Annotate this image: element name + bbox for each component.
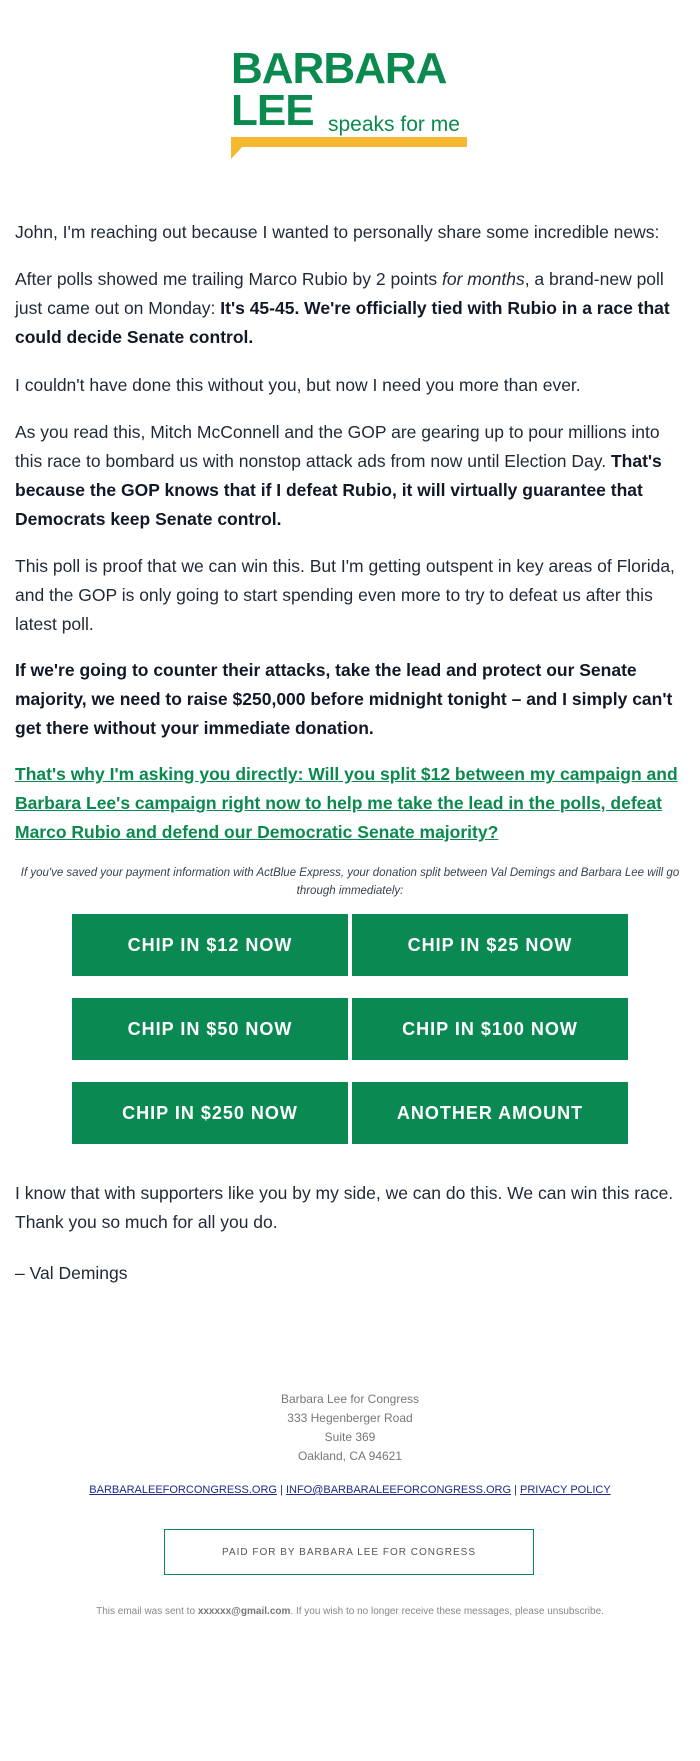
paragraph-goal: If we're going to counter their attacks, take the lead and protect our Senate majority, we need to raise $250,000 before midnight tonight – and I simply can't get there without your immediate donation. <box>15 660 673 738</box>
footer-links <box>0 1482 700 1498</box>
donate-ask-link[interactable]: That's why I'm asking you directly: Will you split $12 between my campaign and Barbara Lee's campaign right now to help me take the lead in the polls, defeat Marco Rubio and defend our Democratic Senate majority? <box>15 764 678 842</box>
sent-text-c: . <box>601 1606 604 1617</box>
signature: – Val Demings <box>15 1263 128 1283</box>
footer-suite: Suite 369 <box>324 1430 376 1444</box>
actblue-express-note: If you've saved your payment information with ActBlue Express, your donation split between Val Demings and Barbara Lee will go through immediately: <box>20 867 680 897</box>
chip-in-100-button[interactable]: CHIP IN $100 NOW <box>352 998 628 1060</box>
poll-text-bold: It's 45-45. We're officially tied with Rubio in a race that could decide Senate control. <box>15 298 670 347</box>
another-amount-button[interactable]: ANOTHER AMOUNT <box>352 1082 628 1144</box>
email-link[interactable]: INFO@BARBARALEEFORCONGRESS.ORG <box>285 1484 512 1496</box>
chip-in-50-button[interactable]: CHIP IN $50 NOW <box>72 998 348 1060</box>
gop-text-a: As you read this, Mitch McConnell and the GOP are gearing up to pour millions into this race to bombard us with nonstop attack ads from now until Election Day. <box>15 422 660 471</box>
closing-text: I know that with supporters like you by my side, we can do this. We can win this race. Thank you so much for all you do. <box>15 1183 674 1232</box>
site-link[interactable]: BARBARALEEFORCONGRESS.ORG <box>89 1484 277 1496</box>
paragraph-gop-ads <box>15 418 685 534</box>
logo-tagline: speaks for me <box>328 113 460 136</box>
paragraph-outspent: This poll is proof that we can win this. But I'm getting outspent in key areas of Florida, and the GOP is only going to start spending even more to try to defeat us after this latest poll. <box>15 556 675 634</box>
paragraph-greeting: John, I'm reaching out because I wanted to personally share some incredible news: <box>15 222 660 242</box>
barbara-lee-logo <box>231 44 471 159</box>
poll-text-a: After polls showed me trailing Marco Rubio by 2 points <box>15 269 443 289</box>
footer-address <box>0 1390 700 1466</box>
paragraph-need-you: I couldn't have done this without you, but now I need you more than ever. <box>15 375 581 395</box>
logo-line-lee: LEE <box>231 86 314 135</box>
logo-line-barbara: BARBARA <box>231 44 447 93</box>
link-separator: | <box>514 1484 517 1496</box>
footer-org: Barbara Lee for Congress <box>280 1392 420 1406</box>
paragraph-poll-news <box>15 265 685 352</box>
poll-text-c: , a brand-new poll just came out on Monday: <box>15 269 664 318</box>
poll-text-emphasis: for months <box>442 269 525 289</box>
chip-in-250-button[interactable]: CHIP IN $250 NOW <box>72 1082 348 1144</box>
privacy-policy-link[interactable]: PRIVACY POLICY <box>520 1484 611 1496</box>
footer-city: Oakland, CA 94621 <box>297 1449 403 1463</box>
unsubscribe-note <box>0 1606 700 1617</box>
gop-text-bold: That's because the GOP knows that if I defeat Rubio, it will virtually guarantee that Democrats keep Senate control. <box>15 451 662 529</box>
paragraph-ask[interactable] <box>15 760 685 847</box>
unsubscribe-link[interactable]: unsubscribe <box>547 1606 602 1617</box>
logo-speech-bar <box>231 137 467 147</box>
logo-speech-tail <box>231 146 243 159</box>
chip-in-12-button[interactable]: CHIP IN $12 NOW <box>72 914 348 976</box>
chip-in-25-button[interactable]: CHIP IN $25 NOW <box>352 914 628 976</box>
recipient-email: xxxxxx@gmail.com <box>197 1606 291 1617</box>
link-separator: | <box>280 1484 283 1496</box>
sent-text-a: This email was sent to <box>96 1606 198 1617</box>
footer-street: 333 Hegenberger Road <box>287 1411 413 1425</box>
closing-paragraph <box>15 1179 685 1237</box>
sent-text-b: . If you wish to no longer receive these messages, please <box>290 1606 548 1617</box>
paid-for-disclaimer: PAID FOR BY BARBARA LEE FOR CONGRESS <box>164 1529 534 1575</box>
